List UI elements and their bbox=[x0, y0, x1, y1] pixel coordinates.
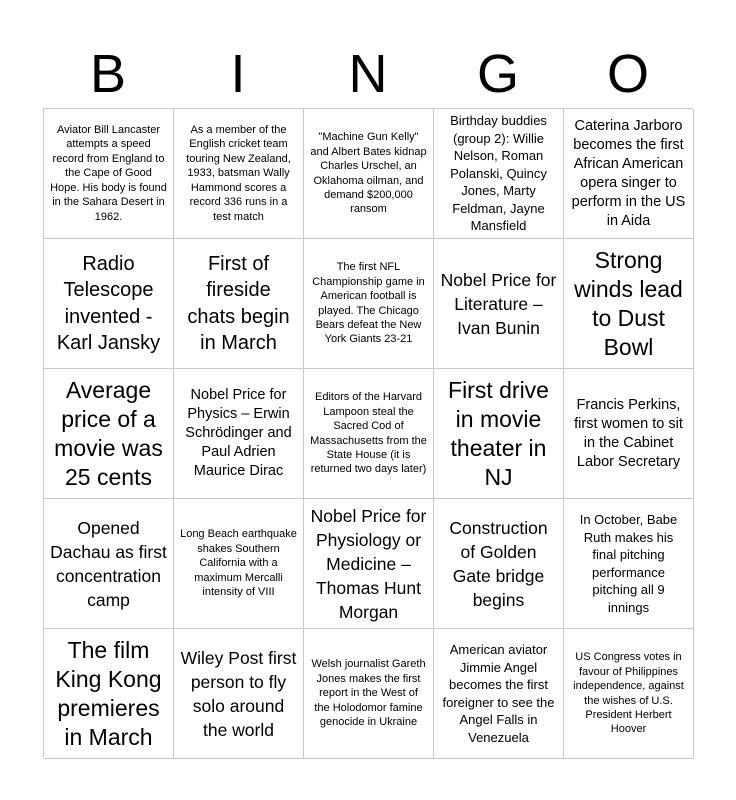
cell-text: Editors of the Harvard Lampoon steal the Sacred Cod of Massachusetts from the State House (it is returned two days later) bbox=[310, 391, 427, 476]
cell-text: Wiley Post first person to fly solo around the world bbox=[180, 647, 297, 740]
cell-text: Long Beach earthquake shakes Southern California with a maximum Mercalli intensity of VIII bbox=[180, 528, 297, 599]
header-letter-n: N bbox=[348, 44, 388, 104]
cell-text: Aviator Bill Lancaster attempts a speed record from England to the Cape of Good Hope. His body is found in the Sahara Desert in 1962. bbox=[50, 124, 167, 223]
bingo-cell bbox=[434, 109, 564, 239]
cell-text: Construction of Golden Gate bridge begins bbox=[449, 517, 548, 610]
cell-text: Nobel Price for Physiology or Medicine – Thomas Hunt Morgan bbox=[310, 505, 427, 622]
bingo-cell bbox=[174, 109, 304, 239]
cell-text: Strong winds lead to Dust Bowl bbox=[574, 246, 683, 360]
bingo-cell bbox=[174, 239, 304, 369]
cell-text: In October, Babe Ruth makes his final pitching performance pitching all 9 innings bbox=[579, 512, 678, 615]
bingo-header bbox=[43, 40, 693, 108]
cell-text: First of fireside chats begin in March bbox=[187, 252, 290, 354]
bingo-cell bbox=[564, 369, 694, 499]
cell-text: US Congress votes in favour of Philippines independence, against the wishes of U.S. President Herbert Hoover bbox=[573, 651, 684, 736]
bingo-cell bbox=[434, 499, 564, 629]
cell-text: The film King Kong premieres in March bbox=[55, 636, 162, 750]
cell-text: Nobel Price for Literature – Ivan Bunin bbox=[440, 269, 557, 338]
bingo-cell bbox=[304, 109, 434, 239]
bingo-cell bbox=[564, 109, 694, 239]
bingo-cell bbox=[564, 629, 694, 759]
header-letter-b: B bbox=[89, 44, 127, 104]
bingo-cell bbox=[304, 239, 434, 369]
cell-text: Average price of a movie was 25 cents bbox=[54, 376, 163, 490]
bingo-cell bbox=[564, 239, 694, 369]
cell-text: Radio Telescope invented - Karl Jansky bbox=[56, 252, 161, 354]
bingo-cell bbox=[44, 369, 174, 499]
cell-text: First drive in movie theater in NJ bbox=[448, 376, 549, 490]
header-letter-i: I bbox=[230, 44, 246, 104]
bingo-cell bbox=[304, 499, 434, 629]
bingo-cell bbox=[434, 239, 564, 369]
cell-text: Francis Perkins, first women to sit in the Cabinet Labor Secretary bbox=[574, 396, 683, 470]
header-letter-g: G bbox=[476, 44, 519, 104]
bingo-cell bbox=[44, 239, 174, 369]
bingo-cell bbox=[44, 109, 174, 239]
cell-text: As a member of the English cricket team touring New Zealand, 1933, batsman Wally Hammond scores a record 336 runs in a test match bbox=[186, 124, 291, 223]
cell-text: American aviator Jimmie Angel becomes the first foreigner to see the Angel Falls in Venezuela bbox=[442, 642, 555, 745]
bingo-cell bbox=[434, 629, 564, 759]
cell-text: Caterina Jarboro becomes the first African American opera singer to perform in the US in Aida bbox=[571, 117, 686, 229]
bingo-cell bbox=[564, 499, 694, 629]
cell-text: Welsh journalist Gareth Jones makes the first report in the West of the Holodomor famine genocide in Ukraine bbox=[311, 658, 426, 729]
header-letter-o: O bbox=[606, 44, 649, 104]
cell-text: Opened Dachau as first concentration camp bbox=[50, 517, 167, 610]
bingo-card-grid bbox=[43, 108, 693, 758]
bingo-cell bbox=[44, 629, 174, 759]
cell-text: Birthday buddies (group 2): Willie Nelson, Roman Polanski, Quincy Jones, Marty Feldman, Jayne Mansfield bbox=[450, 113, 547, 234]
cell-text: "Machine Gun Kelly" and Albert Bates kidnap Charles Urschel, an Oklahoma oilman, and demand $200,000 ransom bbox=[310, 131, 427, 216]
bingo-cell bbox=[174, 369, 304, 499]
bingo-cell bbox=[304, 629, 434, 759]
bingo-cell bbox=[304, 369, 434, 499]
bingo-cell bbox=[174, 499, 304, 629]
bingo-cell bbox=[174, 629, 304, 759]
bingo-cell bbox=[44, 499, 174, 629]
bingo-cell bbox=[434, 369, 564, 499]
cell-text: Nobel Price for Physics – Erwin Schrödinger and Paul Adrien Maurice Dirac bbox=[185, 387, 292, 479]
cell-text: The first NFL Championship game in American football is played. The Chicago Bears defeat the New York Giants 23-21 bbox=[312, 261, 425, 346]
